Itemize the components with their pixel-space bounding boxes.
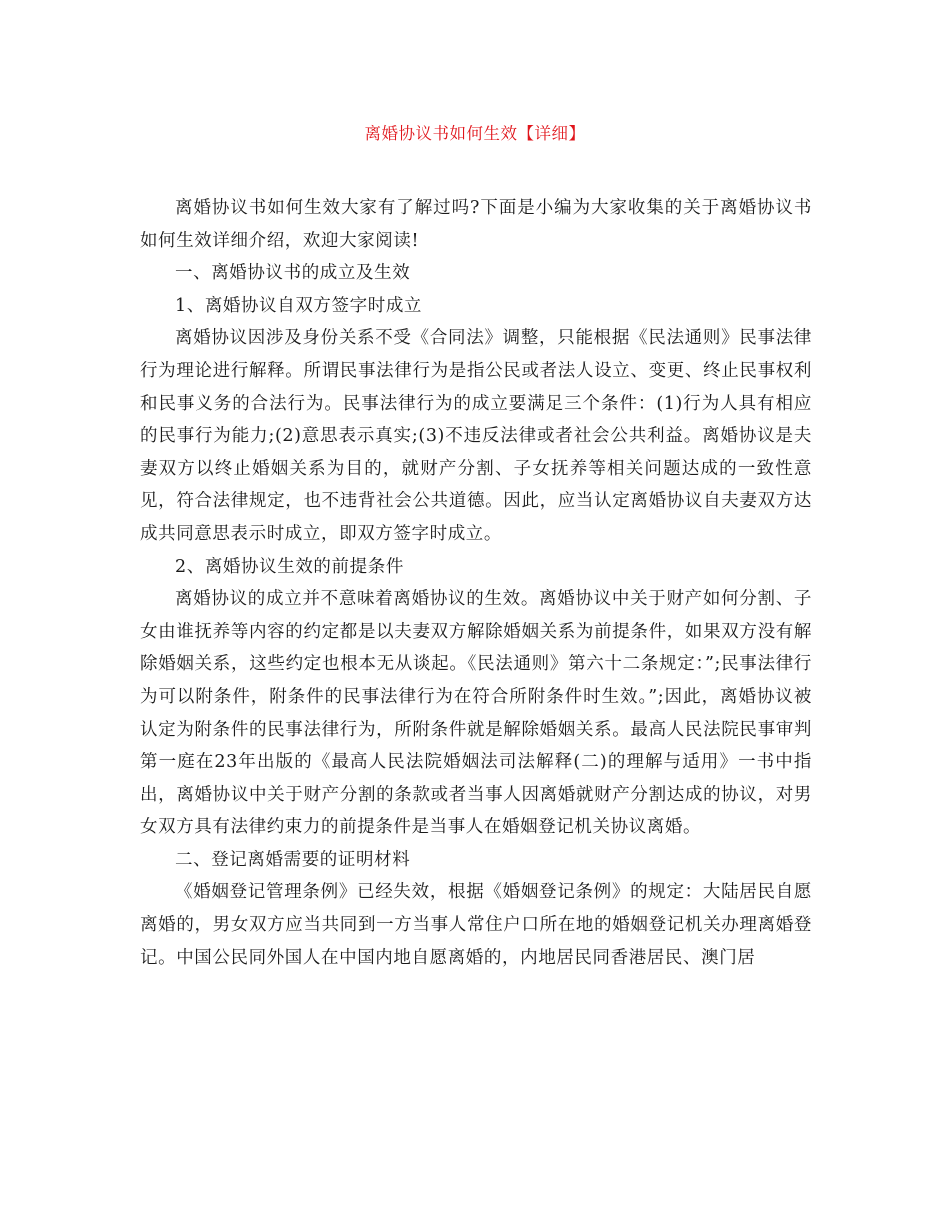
document-title: 离婚协议书如何生效【详细】 bbox=[364, 124, 586, 143]
section-heading-1: 一、离婚协议书的成立及生效 bbox=[175, 263, 411, 284]
document-body bbox=[140, 192, 812, 974]
body-paragraph: 《婚姻登记管理条例》已经失效，根据《婚姻登记条例》的规定：大陆居民自愿离婚的，男女双方应当共同到一方当事人常住户口所在地的婚姻登记机关办理离婚登记。中国公民同外国人在中国内地自愿离婚的，内地居民同香港居民、澳门居 bbox=[140, 882, 812, 968]
body-paragraph: 离婚协议的成立并不意味着离婚协议的生效。离婚协议中关于财产如何分割、子女由谁抚养等内容的约定都是以夫妻双方解除婚姻关系为前提条件，如果双方没有解除婚姻关系，这些约定也根本无从谈起。《民法通则》第六十二条规定：”;民事法律行为可以附条件，附条件的民事法律行为在符合所附条件时生效。”;因此，离婚协议被认定为附条件的民事法律行为，所附条件就是解除婚姻关系。最高人民法院民事审判第一庭在23年出版的《最高人民法院婚姻法司法解释(二)的理解与适用》一书中指出，离婚协议中关于财产分割的条款或者当事人因离婚就财产分割达成的协议，对男女双方具有法律约束力的前提条件是当事人在婚姻登记机关协议离婚。 bbox=[140, 589, 812, 838]
section-heading-2: 二、登记离婚需要的证明材料 bbox=[175, 849, 411, 870]
body-paragraph: 离婚协议因涉及身份关系不受《合同法》调整，只能根据《民法通则》民事法律行为理论进行解释。所谓民事法律行为是指公民或者法人设立、变更、终止民事权利和民事义务的合法行为。民事法律行为的成立要满足三个条件：(1)行为人具有相应的民事行为能力;(2)意思表示真实;(3)不违反法律或者社会公共利益。离婚协议是夫妻双方以终止婚姻关系为目的，就财产分割、子女抚养等相关问题达成的一致性意见，符合法律规定，也不违背社会公共道德。因此，应当认定离婚协议自夫妻双方达成共同意思表示时成立，即双方签字时成立。 bbox=[140, 328, 812, 544]
subsection-heading-1: 1、离婚协议自双方签字时成立 bbox=[175, 295, 423, 316]
intro-paragraph: 离婚协议书如何生效大家有了解过吗?下面是小编为大家收集的关于离婚协议书如何生效详细介绍，欢迎大家阅读! bbox=[140, 198, 812, 251]
subsection-heading-2: 2、离婚协议生效的前提条件 bbox=[175, 556, 404, 577]
